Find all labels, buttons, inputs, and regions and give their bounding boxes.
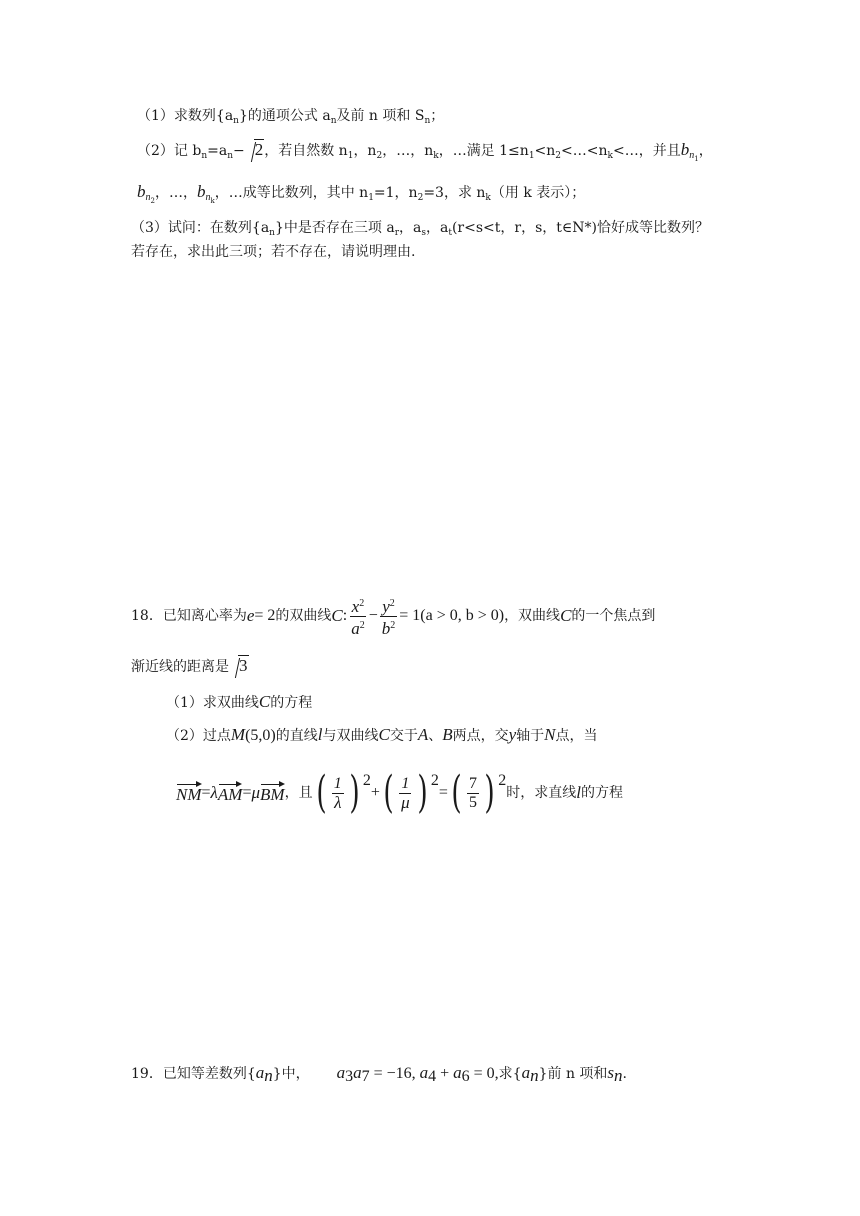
sqrt-2: 2 [245,140,265,160]
problem-17-part-2-line-2: $b_{n_2}$，…，$b_{n_k}$，…成等比数列，其中 $n_1=1$，$n_2=3$，求 $n_k$（用 k 表示）； [137,182,586,205]
problem-18-line-2: 渐近线的距离是 3 [131,656,248,675]
vector-nm: NM [176,781,202,805]
problem-19: 19．已知等差数列$\{a_n\}$中， $a_3a_7 = -16$, $a_4 + a_6 = 0$,求$\{a_n\}$前 n 项和$s_n$. [131,1063,627,1085]
problem-18-part-2-line-2: NM = λ AM = μ BM ，且 ( $\frac{1}{\lambda}$ ) 2 + ( $\frac{1}{\mu}$ ) 2 = ( $\frac{7}{5}$ ) 2 时，求直线 l 的方程 [176,767,623,818]
problem-18-part-1: （1）求双曲线C的方程 [166,692,313,711]
paren-one-over-mu: ( $\frac{1}{\mu}$ ) 2 [383,767,439,818]
fraction-x2-a2: $\frac{x^2}{a^2}$ [351,596,365,638]
paren-one-over-lambda: ( $\frac{1}{\lambda}$ ) 2 [316,767,371,818]
vector-am: AM [218,781,243,805]
problem-17-part-1: （1）求数列$\{a_n\}$的通项公式 $a_n$及前 n 项和 $S_n$； [137,108,445,126]
problem-17-part-3-line-2: 若存在，求出此三项；若不存在，请说明理由. [131,244,416,260]
problem-17-part-3-line-1: （3）试问：在数列$\{a_n\}$中是否存在三项 $a_r$，$a_s$，$a_t(r<s<t$，r，s，t∈N*)恰好成等比数列？ [131,220,709,238]
sqrt-3: 3 [229,656,249,676]
problem-18-part-2-line-1: （2）过点M(5,0)的直线l与双曲线C交于A、B两点，交y轴于N点，当 [166,725,598,744]
problem-17-part-2-line-1: （2）记 $b_n=a_n- 2$，若自然数 $n_1$，$n_2$，…，$n_k$，…满足 $1\le n_1<n_2<\dots<n_k<\dots$，并且$b_{n_1}$， [137,140,713,163]
vector-bm: BM [260,781,285,805]
problem-18-line-1: 18．已知离心率为 e = 2 的双曲线 C : $\frac{x^2}{a^2}$ − $\frac{y^2}{b^2}$ = 1(a > 0, b > 0) ，双曲线 C 的一个焦点到 [131,596,656,638]
paren-seven-fifths: ( $\frac{7}{5}$ ) 2 [451,767,507,818]
fraction-y2-b2: $\frac{y^2}{b^2}$ [381,596,396,638]
